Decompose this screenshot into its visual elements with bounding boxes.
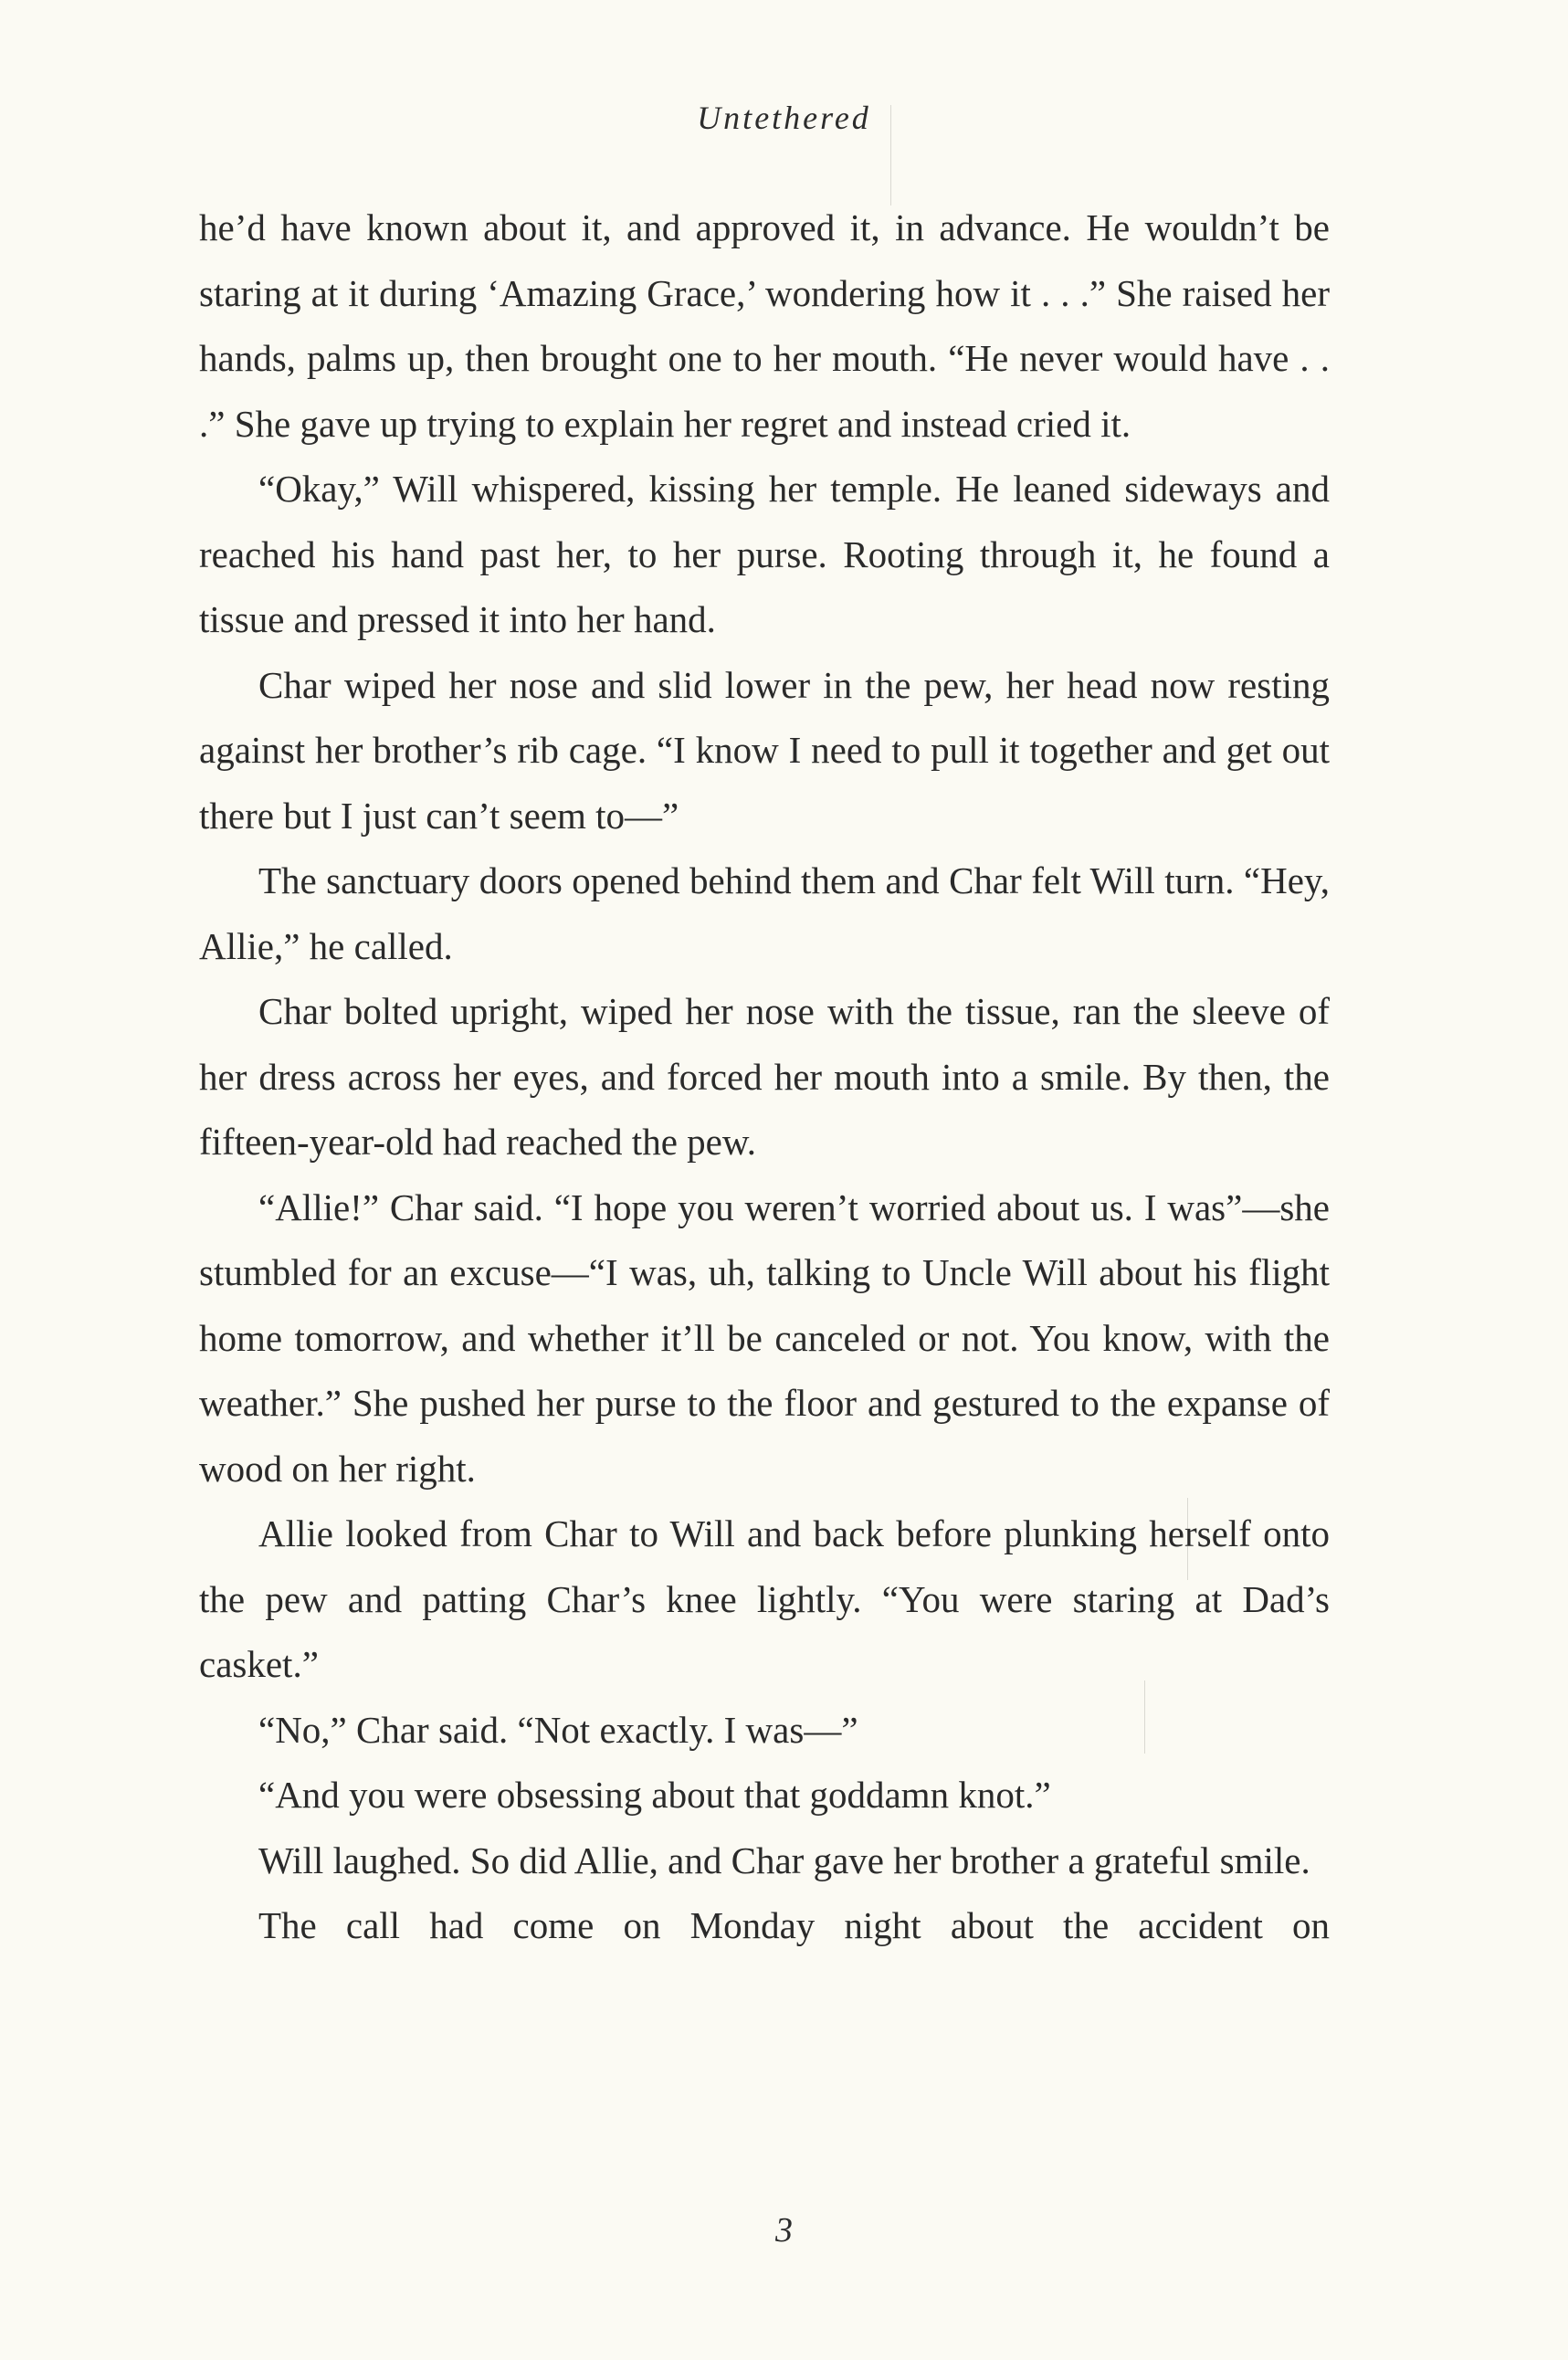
scan-artifact-line — [1187, 1498, 1188, 1580]
paragraph: The call had come on Monday night about the accident on — [258, 1904, 1330, 1946]
paragraph: Char wiped her nose and slid lower in the pew, her head now resting against her brother’s rib cage. “I know I need to pull it together and get out there but I just can’t seem to—” — [199, 663, 1330, 837]
paragraph: “And you were obsessing about that goddamn knot.” — [258, 1774, 1051, 1816]
paragraph: Allie looked from Char to Will and back before plunking herself onto the pew and patting Char’s knee lightly. “You were staring at Dad’s casket.” — [199, 1512, 1330, 1685]
paragraph: “Okay,” Will whispered, kissing her temple. He leaned sideways and reached his hand past her, to her purse. Rooting through it, he found a tissue and pressed it into her hand. — [199, 468, 1330, 640]
paragraph: Char bolted upright, wiped her nose with the tissue, ran the sleeve of her dress across her eyes, and forced her mouth into a smile. By then, the fifteen-year-old had reached the pew. — [199, 990, 1330, 1163]
running-header: Untethered — [697, 100, 871, 136]
paragraph: he’d have known about it, and approved it, in advance. He wouldn’t be staring at it during ‘Amazing Grace,’ wondering how it . . .” She raised her hands, palms up, then brought one to her mouth. “He never would have . . .” She gave up trying to explain her regret and instead cried it. — [199, 206, 1330, 445]
paragraph: “No,” Char said. “Not exactly. I was—” — [258, 1708, 858, 1751]
page-number: 3 — [775, 2211, 793, 2249]
scan-artifact-line — [890, 105, 891, 205]
scan-artifact-line — [1144, 1680, 1145, 1754]
paragraph: “Allie!” Char said. “I hope you weren’t worried about us. I was”—she stumbled for an excuse—“I was, uh, talking to Uncle Will about his flight home tomorrow, and whether it’ll be canceled or not. You know, with the weather.” She pushed her purse to the floor and gestured to the expanse of wood on her right. — [199, 1185, 1330, 1490]
body-text — [199, 195, 1330, 1959]
paragraph: Will laughed. So did Allie, and Char gave her brother a grateful smile. — [258, 1838, 1310, 1881]
paragraph: The sanctuary doors opened behind them and Char felt Will turn. “Hey, Allie,” he called. — [199, 859, 1330, 967]
